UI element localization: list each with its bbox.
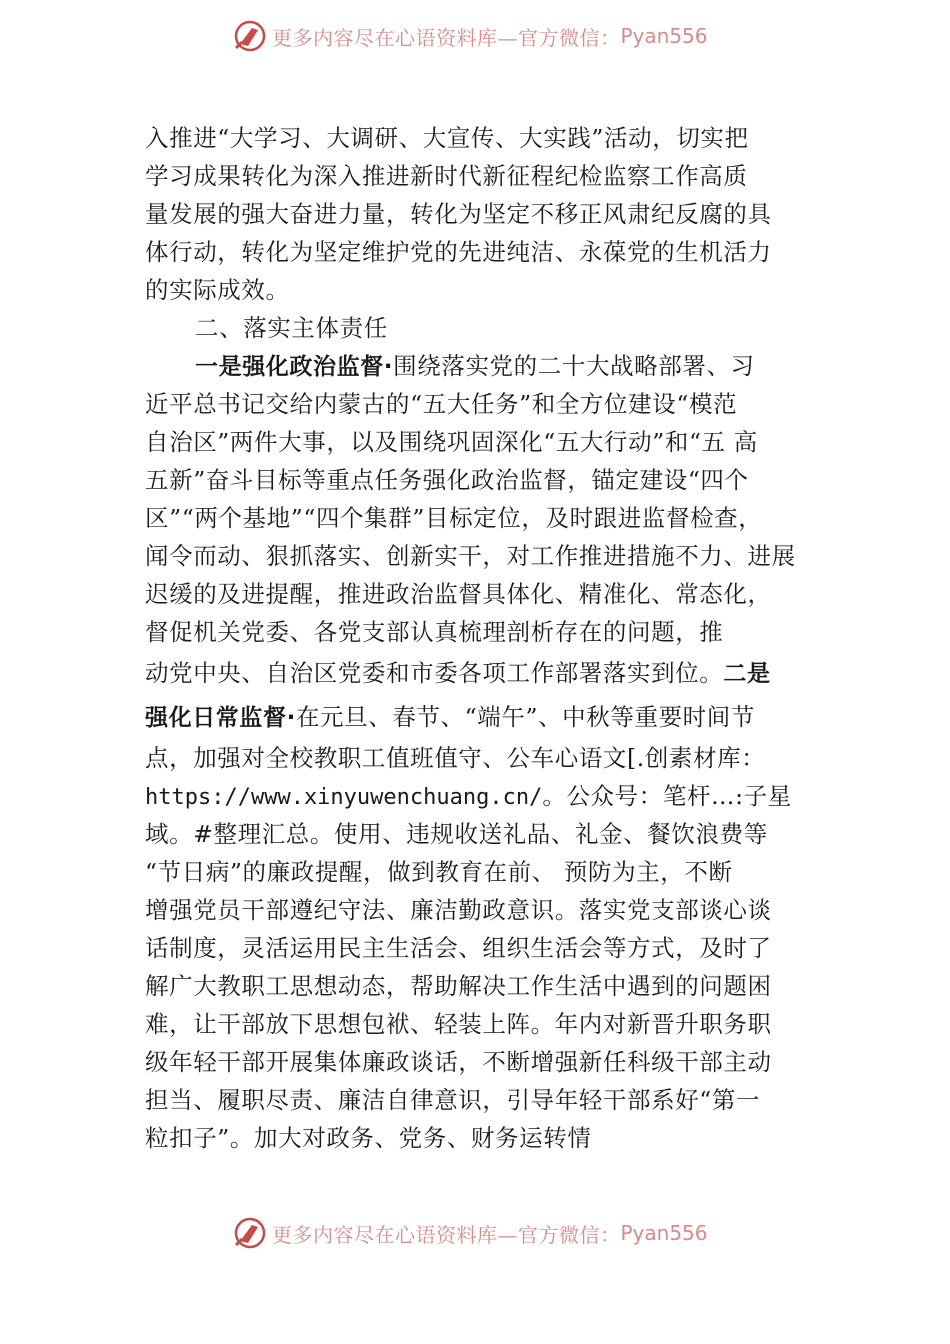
text-run: 动党中央、自治区党委和市委各项工作部署落实到位。 bbox=[145, 659, 724, 687]
text-line: 迟缓的及进提醒，推进政治监督具体化、精准化、常态化， bbox=[145, 580, 772, 608]
text-line: 量发展的强大奋进力量，转化为坚定不移正风肃纪反腐的具 bbox=[145, 200, 772, 228]
text-line: 粒扣子”。加大对政务、党务、财务运转情 bbox=[145, 1124, 592, 1152]
text-run: 。公众号：笔杆…:子星 bbox=[542, 782, 792, 810]
text-line: 点，加强对全校教职工值班值守、公车心语文[.创素材库： bbox=[145, 744, 766, 772]
watermark-text: 更多内容尽在心语资料库—官方微信： bbox=[272, 25, 621, 50]
text-line bbox=[145, 695, 825, 739]
text-line: 体行动，转化为坚定维护党的先进纯洁、永葆党的生机活力 bbox=[145, 238, 772, 266]
watermark-id: Pyan556 bbox=[620, 24, 708, 48]
header-watermark bbox=[232, 16, 708, 56]
text-line: 域。#整理汇总。使用、违规收送礼品、礼金、餐饮浪费等 bbox=[145, 820, 768, 848]
text-line: 话制度，灵活运用民主生活会、组织生活会等方式，及时了 bbox=[145, 934, 772, 962]
text-line: 担当、履职尽责、廉洁自律意识，引导年轻干部系好“第一 bbox=[145, 1086, 761, 1114]
text-line: 闻令而动、狠抓落实、创新实干，对工作推进措施不力、进展 bbox=[145, 542, 796, 570]
text-line: 近平总书记交给内蒙古的“五大任务”和全方位建设“模范 bbox=[145, 390, 738, 418]
text-line: 入推进“大学习、大调研、大宣传、大实践”活动，切实把 bbox=[145, 124, 749, 152]
bold-lead: 一是强化政治监督· bbox=[195, 354, 394, 380]
text-line bbox=[145, 651, 825, 695]
watermark-text: 更多内容尽在心语资料库—官方微信： bbox=[272, 1222, 621, 1247]
text-line: 学习成果转化为深入推进新时代新征程纪检监察工作高质 bbox=[145, 162, 748, 190]
bold-lead: 二是 bbox=[723, 661, 771, 687]
text-run: 围绕落实党的二十大战略部署、习 bbox=[393, 352, 755, 380]
text-line: 级年轻干部开展集体廉政谈话，不断增强新任科级干部主动 bbox=[145, 1048, 772, 1076]
text-line: 区”“两个基地”“四个集群”目标定位，及时跟进监督检查， bbox=[145, 504, 763, 532]
logo-icon bbox=[232, 1215, 268, 1251]
text-line: 督促机关党委、各党支部认真梳理剖析存在的问题，推 bbox=[145, 618, 724, 646]
text-line: 的实际成效。 bbox=[145, 276, 290, 304]
text-line: 解广大教职工思想动态，帮助解决工作生活中遇到的问题困 bbox=[145, 972, 772, 1000]
document-body bbox=[145, 119, 825, 1157]
watermark-id: Pyan556 bbox=[620, 1221, 708, 1245]
text-line: 难，让干部放下思想包袱、轻装上阵。年内对新晋升职务职 bbox=[145, 1010, 772, 1038]
section-heading: 二、落实主体责任 bbox=[195, 314, 388, 342]
text-run: 在元旦、春节、“端午”、中秋等重要时间节 bbox=[295, 703, 755, 731]
text-line: 五新”奋斗目标等重点任务强化政治监督，锚定建设“四个 bbox=[145, 466, 749, 494]
text-line bbox=[145, 347, 825, 385]
url-text: https://www.xinyuwenchuang.cn/ bbox=[145, 785, 543, 810]
text-line: “节日病”的廉政提醒，做到教育在前、 预防为主，不断 bbox=[145, 858, 733, 886]
logo-icon bbox=[232, 18, 268, 54]
bold-lead: 强化日常监督· bbox=[145, 705, 296, 731]
footer-watermark bbox=[232, 1213, 708, 1253]
text-line: 增强党员干部遵纪守法、廉洁勤政意识。落实党支部谈心谈 bbox=[145, 896, 772, 924]
text-line: 自治区”两件大事，以及围绕巩固深化“五大行动”和“五 高 bbox=[145, 428, 758, 456]
text-line bbox=[145, 777, 825, 815]
